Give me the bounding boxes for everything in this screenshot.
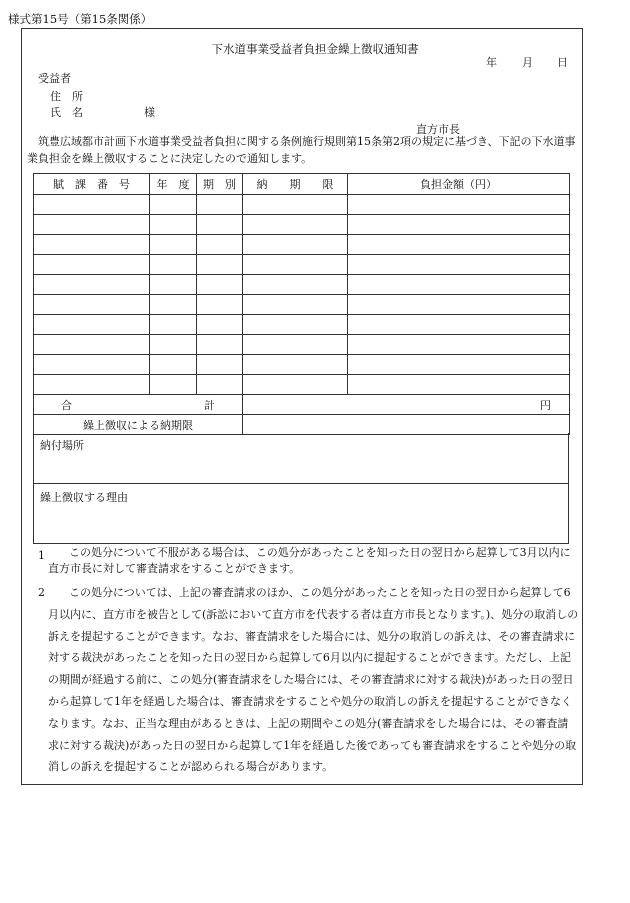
table-row bbox=[34, 355, 570, 375]
cell[interactable] bbox=[150, 295, 197, 315]
cell[interactable] bbox=[243, 335, 348, 355]
cell[interactable] bbox=[348, 295, 570, 315]
date-day-label: 日 bbox=[557, 56, 568, 69]
reason-box[interactable] bbox=[33, 483, 569, 544]
cell[interactable] bbox=[243, 375, 348, 395]
note-number: 2 bbox=[38, 586, 45, 599]
payment-place-box[interactable] bbox=[33, 433, 569, 484]
cell[interactable] bbox=[150, 335, 197, 355]
form-number-label: 様式第15号（第15条関係） bbox=[8, 12, 153, 26]
cell[interactable] bbox=[243, 315, 348, 335]
cell[interactable] bbox=[197, 235, 243, 255]
header-fiscal-year: 年 度 bbox=[150, 174, 197, 195]
cell[interactable] bbox=[243, 255, 348, 275]
cell[interactable] bbox=[197, 355, 243, 375]
table-row bbox=[34, 255, 570, 275]
cell[interactable] bbox=[150, 315, 197, 335]
cell[interactable] bbox=[150, 375, 197, 395]
payment-place-label: 納付場所 bbox=[40, 439, 84, 452]
table-row bbox=[34, 315, 570, 335]
cell[interactable] bbox=[34, 215, 150, 235]
cell[interactable] bbox=[348, 335, 570, 355]
cell[interactable] bbox=[34, 355, 150, 375]
cell[interactable] bbox=[243, 215, 348, 235]
cell[interactable] bbox=[243, 275, 348, 295]
accelerated-deadline-label: 繰上徴収による納期限 bbox=[34, 415, 243, 435]
cell[interactable] bbox=[197, 255, 243, 275]
cell[interactable] bbox=[243, 355, 348, 375]
cell[interactable] bbox=[348, 195, 570, 215]
cell[interactable] bbox=[197, 295, 243, 315]
cell[interactable] bbox=[150, 215, 197, 235]
cell[interactable] bbox=[348, 315, 570, 335]
total-unit: 円 bbox=[540, 398, 551, 412]
cell[interactable] bbox=[150, 355, 197, 375]
cell[interactable] bbox=[34, 375, 150, 395]
issuer-label: 直方市長 bbox=[416, 123, 460, 136]
cell[interactable] bbox=[243, 195, 348, 215]
note-text: この処分については、上記の審査請求のほか、この処分があったことを知った日の翌日から起算して6月以内に、直方市を被告として(訴訟において直方市を代表する者は直方市長となります。)、処分の取消しの訴えを提起することができます。なお、審査請求をした場合には、処分の取消しの訴えは、その審査請求に対する裁決があったことを知った日の翌日から起算して6月以内に提起することができます。ただし、上記の期間が経過する前に、この処分(審査請求をした場合には、その審査請求に対する裁決)があった日の翌日から起算して1年を経過した場合は、審査請求をすることや処分の取消しの訴えを提起することができなくなります。なお、正当な理由があるときは、上記の期間やこの処分(審査請求をした場合には、その審査請求に対する裁決)があった日の翌日から起算して1年を経過した後であっても審査請求をすることや処分の取消しの訴えを提起することが認められる場合があります。 bbox=[48, 586, 579, 774]
cell[interactable] bbox=[150, 235, 197, 255]
cell[interactable] bbox=[34, 315, 150, 335]
table-row bbox=[34, 335, 570, 355]
document-title: 下水道事業受益者負担金繰上徴収通知書 bbox=[211, 42, 419, 56]
cell[interactable] bbox=[348, 235, 570, 255]
table-row bbox=[34, 295, 570, 315]
note-number: 1 bbox=[38, 549, 45, 562]
cell[interactable] bbox=[150, 255, 197, 275]
header-assessment-no: 賦 課 番 号 bbox=[34, 174, 150, 195]
cell[interactable] bbox=[197, 215, 243, 235]
total-row bbox=[34, 395, 570, 415]
cell[interactable] bbox=[150, 195, 197, 215]
reason-label: 繰上徴収する理由 bbox=[40, 491, 128, 504]
note-text: この処分について不服がある場合は、この処分があったことを知った日の翌日から起算して3月以内に直方市長に対して審査請求をすることができます。 bbox=[48, 546, 571, 575]
cell[interactable] bbox=[34, 235, 150, 255]
cell[interactable] bbox=[34, 295, 150, 315]
cell[interactable] bbox=[34, 335, 150, 355]
cell[interactable] bbox=[150, 275, 197, 295]
table-row bbox=[34, 375, 570, 395]
cell[interactable] bbox=[348, 255, 570, 275]
cell[interactable] bbox=[243, 295, 348, 315]
levy-table bbox=[33, 173, 570, 435]
date-year-label: 年 bbox=[486, 56, 497, 69]
table-row bbox=[34, 215, 570, 235]
notice-body-text: 筑豊広域都市計画下水道事業受益者負担に関する条例施行規則第15条第2項の規定に基づき、下記の下水道事業負担金を繰上徴収することに決定したので通知します。 bbox=[27, 135, 576, 165]
cell[interactable] bbox=[197, 275, 243, 295]
note-item bbox=[21, 582, 579, 778]
cell[interactable] bbox=[34, 275, 150, 295]
total-amount-cell[interactable] bbox=[243, 395, 570, 415]
table-row bbox=[34, 275, 570, 295]
table-row bbox=[34, 235, 570, 255]
cell[interactable] bbox=[197, 315, 243, 335]
header-amount: 負担金額（円） bbox=[348, 174, 570, 195]
accelerated-deadline-row bbox=[34, 415, 570, 435]
cell[interactable] bbox=[348, 355, 570, 375]
notes-section bbox=[21, 543, 579, 778]
cell[interactable] bbox=[197, 375, 243, 395]
name-label: 氏 名 bbox=[50, 106, 83, 119]
table-header-row bbox=[34, 174, 570, 195]
cell[interactable] bbox=[34, 195, 150, 215]
note-item bbox=[21, 545, 579, 577]
total-label: 合 計 bbox=[34, 395, 243, 415]
cell[interactable] bbox=[243, 235, 348, 255]
header-period: 期 別 bbox=[197, 174, 243, 195]
header-deadline: 納 期 限 bbox=[243, 174, 348, 195]
table-row bbox=[34, 195, 570, 215]
cell[interactable] bbox=[348, 275, 570, 295]
cell[interactable] bbox=[348, 375, 570, 395]
honorific-label: 様 bbox=[144, 106, 155, 119]
cell[interactable] bbox=[34, 255, 150, 275]
beneficiary-label: 受益者 bbox=[38, 72, 71, 85]
accelerated-deadline-value[interactable] bbox=[243, 415, 570, 435]
date-month-label: 月 bbox=[522, 56, 533, 69]
cell[interactable] bbox=[197, 195, 243, 215]
cell[interactable] bbox=[197, 335, 243, 355]
address-label: 住 所 bbox=[50, 90, 83, 103]
cell[interactable] bbox=[348, 215, 570, 235]
